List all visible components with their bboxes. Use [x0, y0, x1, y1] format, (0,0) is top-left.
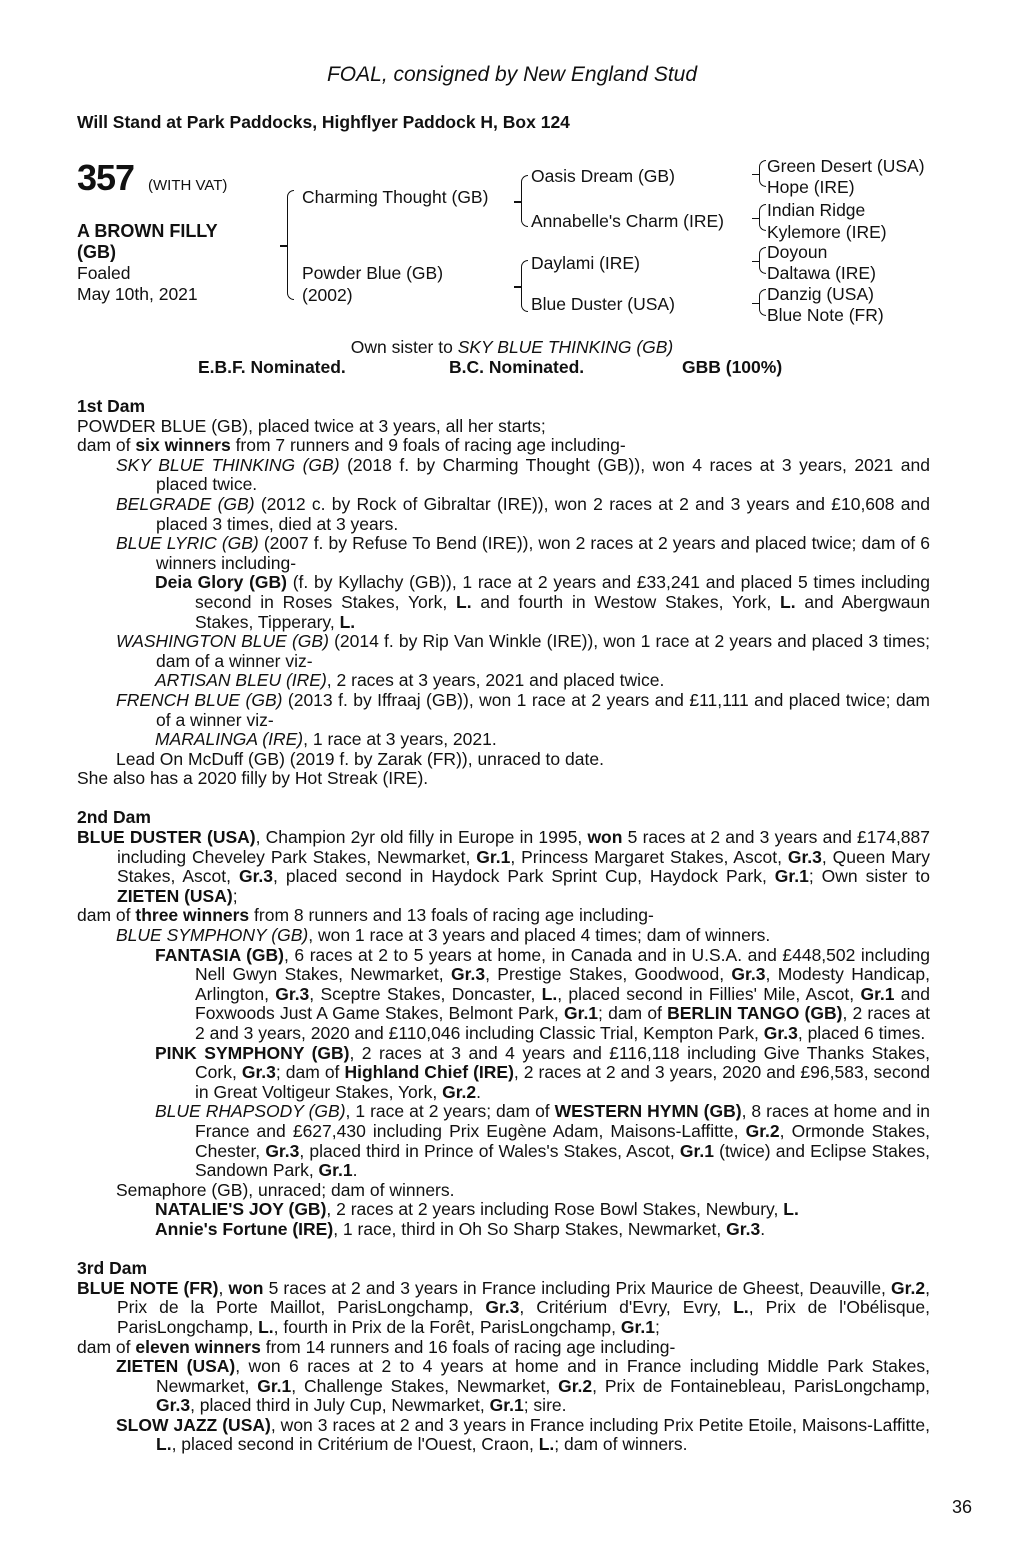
bold-text: Gr.3	[241, 1062, 276, 1083]
bold-text: WESTERN HYMN (GB)	[554, 1101, 742, 1122]
italic-text: BLUE SYMPHONY (GB)	[116, 925, 309, 946]
bold-text: Gr.2	[891, 1277, 926, 1298]
bold-text: BERLIN TANGO (GB)	[667, 1003, 843, 1024]
bold-text: Annie's Fortune (IRE)	[155, 1218, 334, 1239]
bold-text: Gr.3	[451, 964, 486, 985]
text: 5 races at 2 and 3 years in France including Prix Maurice de Gheest, Deauville,	[263, 1277, 892, 1298]
text: , 1 race, third in Oh So Sharp Stakes, Newmarket,	[333, 1218, 727, 1239]
text: , 1 race at 3 years, 2021.	[303, 729, 497, 750]
text: and fourth in Westow Stakes, York,	[471, 591, 781, 612]
bold-text: L.	[783, 1199, 799, 1220]
bold-text: L.	[339, 611, 356, 632]
bold-text: Gr.1	[318, 1160, 353, 1181]
pedigree-paragraph	[77, 1259, 930, 1279]
pedigree-paragraph	[77, 1279, 930, 1338]
italic-text: ARTISAN BLEU (IRE)	[155, 670, 327, 691]
bold-text: Gr.3	[726, 1218, 761, 1239]
pedigree-paragraph	[77, 495, 930, 534]
pedigree-paragraph	[77, 534, 930, 573]
text: , won 1 race at 3 years and placed 4 times; dam of winners.	[308, 925, 771, 946]
text: , 8 races at home and in France and £627,430 including Prix Eugène Adam, Maisons-Laffitte,	[195, 1101, 931, 1141]
text: , Princess Margaret Stakes, Ascot,	[510, 846, 788, 867]
bold-text: Gr.3	[485, 1297, 520, 1318]
text: , Champion 2yr old filly in Europe in 1995,	[255, 827, 588, 848]
text: (2012 c. by Rock of Gibraltar (IRE)), won 2 races at 2 and 3 years and £10,608 and placed 3 times, died at 3 years.	[156, 493, 930, 534]
pedigree-paragraph	[77, 417, 930, 437]
italic-text: SKY BLUE THINKING (GB)	[116, 454, 340, 475]
ebf-nominated: E.B.F. Nominated.	[198, 357, 346, 377]
pedigree-brace	[759, 247, 766, 274]
bold-text: Gr.1	[563, 1003, 599, 1024]
bold-text: BLUE DUSTER (USA)	[77, 827, 256, 848]
bold-text: Gr.1	[257, 1375, 292, 1396]
ggp-5: Doyoun	[767, 242, 828, 262]
ggp-8: Blue Note (FR)	[767, 305, 884, 325]
dam-sire: Daylami (IRE)	[531, 253, 640, 273]
text: , Prix de l'Obélisque, ParisLongchamp,	[117, 1297, 930, 1337]
bold-text: L.	[456, 591, 472, 612]
bold-text: L.	[733, 1297, 749, 1318]
bold-text: Gr.1	[620, 1316, 655, 1337]
bold-text: BLUE NOTE (FR)	[77, 1277, 219, 1298]
pedigree-paragraph	[77, 456, 930, 495]
pedigree-paragraph	[77, 1220, 930, 1240]
text: dam of	[77, 435, 136, 456]
bold-text: L.	[538, 1434, 555, 1455]
text: She also has a 2020 filly by Hot Streak (IRE).	[77, 768, 429, 789]
text: (2013 f. by Iffraaj (GB)), won 1 race at 2 years and £11,111 and placed twice; dam of a winner viz-	[156, 689, 930, 730]
bold-text: FANTASIA (GB)	[155, 944, 285, 965]
text: , 2 races at 2 and 3 years, 2020 and £96,583, second in Great Voltigeur Stakes, York,	[195, 1062, 930, 1102]
sire-dam: Annabelle's Charm (IRE)	[531, 211, 724, 231]
pedigree-paragraph	[77, 436, 930, 456]
bold-text: L.	[258, 1316, 274, 1337]
pedigree-paragraph	[77, 1357, 930, 1416]
text: , Prestige Stakes, Goodwood,	[485, 964, 732, 985]
pedigree-paragraph	[77, 906, 930, 926]
vat-note: (WITH VAT)	[148, 177, 228, 194]
bold-text: Gr.1	[476, 846, 511, 867]
consignor-line: FOAL, consigned by New England Stud	[326, 63, 698, 86]
pedigree-brace	[521, 175, 528, 227]
text: , 2 races at 3 years, 2021 and placed twice.	[326, 670, 665, 691]
italic-text: MARALINGA (IRE)	[155, 729, 304, 750]
text: , won 3 races at 2 and 3 years in France including Prix Petite Etoile, Maisons-Laffitte,	[270, 1414, 930, 1435]
pedigree-paragraph	[77, 573, 930, 632]
own-sister-name: SKY BLUE THINKING (GB)	[457, 337, 674, 357]
pedigree-paragraph	[77, 926, 930, 946]
text: POWDER BLUE (GB), placed twice at 3 years, all her starts;	[77, 415, 546, 436]
bold-text: Gr.3	[238, 866, 274, 887]
text: , 2 races at 2 and 3 years, 2020 and £110,046 including Classic Trial, Kempton Park,	[195, 1003, 930, 1043]
lot-number: 357	[77, 157, 135, 198]
text: ;	[654, 1316, 660, 1337]
pedigree-paragraph	[77, 691, 930, 730]
text: from 14 runners and 16 foals of racing age including-	[260, 1336, 676, 1357]
text: , won 6 races at 2 to 4 years at home and in France including Middle Park Stakes, Newmarket,	[156, 1356, 930, 1396]
text: , Prix de la Porte Maillot, ParisLongchamp,	[117, 1277, 930, 1318]
pedigree-paragraph	[77, 1338, 930, 1358]
bold-text: won	[228, 1277, 264, 1298]
pedigree-brace	[287, 190, 294, 300]
bold-text: Gr.1	[774, 866, 809, 887]
pedigree-paragraph	[77, 1181, 930, 1201]
pedigree-paragraph	[77, 828, 930, 906]
text: and Abergwaun Stakes, Tipperary,	[195, 591, 931, 632]
italic-text: FRENCH BLUE (GB)	[116, 689, 283, 710]
pedigree-paragraph	[77, 1416, 930, 1455]
pedigree-paragraph	[77, 397, 930, 417]
text: , 2 races at 2 years including Rose Bowl Stakes, Newbury,	[326, 1199, 784, 1220]
text: , Ormonde Stakes, Chester,	[195, 1120, 930, 1161]
pedigree-paragraph	[77, 808, 930, 828]
own-sister-prefix: Own sister to	[350, 337, 458, 357]
pedigree-paragraph	[77, 946, 930, 1044]
bold-text: ZIETEN (USA)	[117, 885, 233, 906]
horse-name-line1: A BROWN FILLY	[77, 221, 218, 241]
text: 5 races at 2 and 3 years and £174,887 including Cheveley Park Stakes, Newmarket,	[117, 827, 930, 867]
text: , placed second in Haydock Park Sprint Cup, Haydock Park,	[273, 866, 775, 887]
text: Lead On McDuff (GB) (2019 f. by Zarak (FR)), unraced to date.	[116, 748, 604, 769]
bold-text: Gr.1	[679, 1140, 714, 1161]
foaled-date	[77, 263, 198, 305]
bold-text: Gr.1	[489, 1395, 524, 1416]
pedigree-paragraph	[77, 671, 930, 691]
text: , placed second in Fillies' Mile, Ascot,	[557, 983, 861, 1004]
text: , placed 6 times.	[797, 1023, 926, 1043]
bold-text: Gr.3	[763, 1023, 798, 1043]
text: ; dam of winners.	[554, 1434, 688, 1455]
text: , Sceptre Stakes, Doncaster,	[309, 983, 542, 1004]
text: .	[760, 1218, 766, 1239]
bold-text: eleven winners	[135, 1336, 261, 1357]
bold-text: Gr.3	[265, 1140, 300, 1161]
dam: Powder Blue (GB)	[302, 263, 444, 283]
text: , fourth in Prix de la Forêt, ParisLongchamp,	[273, 1316, 621, 1337]
bold-text: Highland Chief (IRE)	[344, 1062, 514, 1083]
text: ;	[232, 885, 238, 906]
text: (2018 f. by Charming Thought (GB)), won 4 races at 3 years, 2021 and placed twice.	[156, 454, 930, 495]
italic-text: BLUE RHAPSODY (GB)	[155, 1101, 346, 1122]
bold-text: PINK SYMPHONY (GB)	[155, 1042, 350, 1063]
produce-record	[77, 397, 930, 1455]
sire-sire: Oasis Dream (GB)	[531, 166, 675, 186]
ggp-6: Daltawa (IRE)	[767, 263, 876, 283]
stand-location: Will Stand at Park Paddocks, Highflyer Paddock H, Box 124	[77, 112, 570, 132]
text: , Critérium d'Evry, Evry,	[519, 1297, 734, 1318]
ggp-4: Kylemore (IRE)	[767, 222, 887, 242]
italic-text: BLUE LYRIC (GB)	[116, 533, 259, 554]
pedigree-paragraph	[77, 632, 930, 671]
italic-text: BELGRADE (GB)	[116, 493, 255, 514]
bold-text: L.	[541, 983, 558, 1004]
bold-text: Gr.3	[731, 964, 766, 985]
text: , Challenge Stakes, Newmarket,	[291, 1375, 559, 1396]
pedigree-paragraph	[77, 1200, 930, 1220]
bold-text: three winners	[135, 905, 250, 926]
text: , placed third in July Cup, Newmarket,	[190, 1395, 490, 1416]
page-number: 36	[951, 1497, 972, 1517]
bold-text: SLOW JAZZ (USA)	[116, 1414, 271, 1435]
text: .	[352, 1160, 358, 1181]
gbb-rating: GBB (100%)	[682, 357, 783, 377]
ggp-2: Hope (IRE)	[767, 177, 855, 197]
horse-description	[77, 221, 218, 263]
bold-text: Gr.2	[745, 1120, 780, 1141]
bold-text: L.	[156, 1434, 172, 1455]
text: from 7 runners and 9 foals of racing age including-	[230, 435, 626, 456]
bold-text: Gr.2	[442, 1081, 477, 1102]
ggp-7: Danzig (USA)	[767, 284, 874, 304]
text: dam of	[77, 905, 136, 926]
text: , 2 races at 3 and 4 years and £116,118 including Give Thanks Stakes, Cork,	[195, 1042, 931, 1083]
text: , Queen Mary Stakes, Ascot,	[117, 846, 931, 887]
bold-text: Gr.3	[275, 983, 310, 1004]
text: ; sire.	[523, 1395, 567, 1416]
bold-text: Gr.1	[860, 983, 895, 1004]
text: (2014 f. by Rip Van Winkle (IRE)), won 1 race at 2 years and placed 3 times; dam of a winner viz-	[156, 631, 930, 671]
bold-text: L.	[780, 591, 796, 612]
bold-text: 2nd Dam	[77, 807, 151, 828]
text: , placed third in Prince of Wales's Stakes, Ascot,	[299, 1140, 680, 1161]
paragraph-gap	[77, 1240, 930, 1260]
pedigree-brace	[759, 204, 766, 231]
paragraph-gap	[77, 789, 930, 809]
bold-text: 1st Dam	[77, 396, 146, 416]
text: from 8 runners and 13 foals of racing age including-	[249, 905, 654, 926]
bold-text: ZIETEN (USA)	[116, 1356, 236, 1377]
bold-text: six winners	[135, 435, 231, 456]
sire: Charming Thought (GB)	[302, 187, 489, 207]
ggp-3: Indian Ridge	[767, 200, 866, 220]
text: , Prix de Fontainebleau, ParisLongchamp,	[592, 1375, 931, 1396]
own-sister-note	[0, 337, 1024, 358]
bold-text: won	[587, 827, 623, 848]
text: (2007 f. by Refuse To Bend (IRE)), won 2 races at 2 years and placed twice; dam of 6 winners including-	[156, 533, 930, 573]
bold-text: Gr.2	[558, 1375, 593, 1396]
foaled-label: Foaled	[77, 263, 131, 283]
text: Semaphore (GB), unraced; dam of winners.	[116, 1179, 455, 1200]
text: , 1 race at 2 years; dam of	[345, 1101, 555, 1122]
text: , Modesty Handicap, Arlington,	[195, 964, 930, 1004]
pedigree-paragraph	[77, 1102, 930, 1180]
text: .	[476, 1081, 482, 1102]
dam-dam: Blue Duster (USA)	[531, 294, 675, 314]
horse-name-line2: (GB)	[77, 242, 116, 262]
ggp-1: Green Desert (USA)	[767, 156, 925, 176]
bold-text: Gr.3	[156, 1395, 191, 1416]
pedigree-brace	[759, 289, 766, 316]
text: dam of	[77, 1336, 136, 1357]
bold-text: Gr.3	[787, 846, 822, 867]
text: ; dam of	[598, 1003, 668, 1024]
text: , placed second in Critérium de l'Ouest, Craon,	[171, 1434, 539, 1455]
pedigree-paragraph	[77, 769, 930, 789]
pedigree-paragraph	[77, 730, 930, 750]
text: and Foxwoods Just A Game Stakes, Belmont Park,	[195, 983, 931, 1024]
text: ; Own sister to	[808, 866, 930, 887]
text: ; dam of	[275, 1062, 345, 1083]
bold-text: Deia Glory (GB)	[155, 572, 288, 593]
pedigree-paragraph	[77, 750, 930, 770]
bold-text: NATALIE'S JOY (GB)	[155, 1199, 327, 1220]
bold-text: 3rd Dam	[77, 1258, 148, 1279]
italic-text: WASHINGTON BLUE (GB)	[116, 631, 329, 652]
text: ,	[218, 1277, 229, 1298]
text: (f. by Kyllachy (GB)), 1 race at 2 years and £33,241 and placed 5 times including second in Roses Stakes, York,	[195, 572, 930, 612]
bc-nominated: B.C. Nominated.	[449, 357, 585, 377]
pedigree-brace	[521, 260, 528, 312]
foaled-value: May 10th, 2021	[77, 284, 198, 304]
pedigree-brace	[759, 160, 766, 187]
pedigree-paragraph	[77, 1044, 930, 1103]
dam-year: (2002)	[302, 285, 353, 305]
text: , 6 races at 2 to 5 years at home, in Canada and in U.S.A. and £448,502 including Nell Gwyn Stakes, Newmarket,	[195, 944, 930, 985]
text: (twice) and Eclipse Stakes, Sandown Park,	[195, 1140, 930, 1181]
